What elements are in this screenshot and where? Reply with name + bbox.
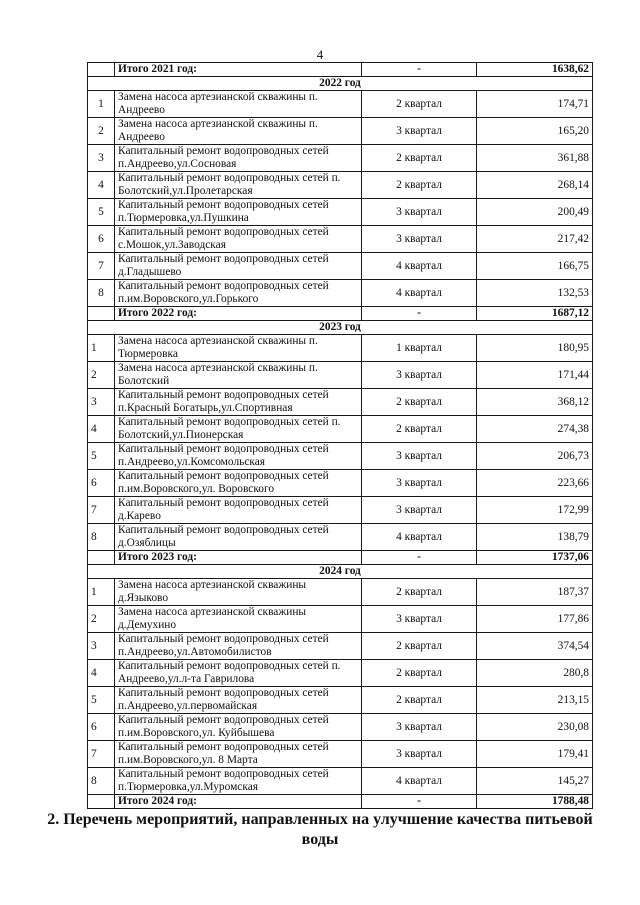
total-label: Итого 2024 год: bbox=[115, 795, 362, 809]
table-row bbox=[88, 497, 593, 524]
total-sum: 1737,06 bbox=[477, 551, 593, 565]
table-row bbox=[88, 280, 593, 307]
item-name: Капитальный ремонт водопроводных сетей п.Андреево,ул.Комсомольская bbox=[115, 443, 362, 470]
item-quarter: 4 квартал bbox=[362, 768, 477, 795]
total-quarter: - bbox=[362, 795, 477, 809]
table-row bbox=[88, 145, 593, 172]
item-quarter: 3 квартал bbox=[362, 362, 477, 389]
item-number: 5 bbox=[88, 687, 115, 714]
item-sum: 280,8 bbox=[477, 660, 593, 687]
total-quarter: - bbox=[362, 63, 477, 77]
item-quarter: 2 квартал bbox=[362, 172, 477, 199]
total-quarter: - bbox=[362, 307, 477, 321]
table-row bbox=[88, 660, 593, 687]
works-table bbox=[87, 62, 593, 809]
total-label: Итого 2021 год: bbox=[115, 63, 362, 77]
total-sum: 1638,62 bbox=[477, 63, 593, 77]
item-quarter: 2 квартал bbox=[362, 660, 477, 687]
item-sum: 200,49 bbox=[477, 199, 593, 226]
year-header-row bbox=[88, 77, 593, 91]
item-quarter: 3 квартал bbox=[362, 443, 477, 470]
item-quarter: 3 квартал bbox=[362, 606, 477, 633]
item-name: Замена насоса артезианской скважины д.Демухино bbox=[115, 606, 362, 633]
item-number: 7 bbox=[88, 253, 115, 280]
item-sum: 171,44 bbox=[477, 362, 593, 389]
item-number: 5 bbox=[88, 443, 115, 470]
item-name: Капитальный ремонт водопроводных сетей п.Андреево,ул.Автомобилистов bbox=[115, 633, 362, 660]
item-number: 4 bbox=[88, 172, 115, 199]
item-sum: 206,73 bbox=[477, 443, 593, 470]
page-number: 4 bbox=[316, 47, 324, 62]
item-quarter: 2 квартал bbox=[362, 91, 477, 118]
item-quarter: 4 квартал bbox=[362, 253, 477, 280]
item-quarter: 2 квартал bbox=[362, 416, 477, 443]
item-number: 2 bbox=[88, 362, 115, 389]
total-num-cell bbox=[88, 795, 115, 809]
item-quarter: 3 квартал bbox=[362, 741, 477, 768]
total-num-cell bbox=[88, 307, 115, 321]
table-row bbox=[88, 524, 593, 551]
table-row bbox=[88, 687, 593, 714]
total-label: Итого 2023 год: bbox=[115, 551, 362, 565]
item-sum: 217,42 bbox=[477, 226, 593, 253]
table-row bbox=[88, 199, 593, 226]
item-name: Капитальный ремонт водопроводных сетей д.Гладышево bbox=[115, 253, 362, 280]
item-name: Капитальный ремонт водопроводных сетей п.Тюрмеровка,ул.Муромская bbox=[115, 768, 362, 795]
item-quarter: 3 квартал bbox=[362, 714, 477, 741]
item-number: 3 bbox=[88, 389, 115, 416]
item-sum: 368,12 bbox=[477, 389, 593, 416]
item-quarter: 4 квартал bbox=[362, 524, 477, 551]
table-row bbox=[88, 362, 593, 389]
table-row bbox=[88, 633, 593, 660]
item-number: 6 bbox=[88, 714, 115, 741]
table-row bbox=[88, 389, 593, 416]
item-number: 7 bbox=[88, 497, 115, 524]
year-total-row bbox=[88, 795, 593, 809]
table-row bbox=[88, 606, 593, 633]
item-sum: 230,08 bbox=[477, 714, 593, 741]
table-row bbox=[88, 714, 593, 741]
table-row bbox=[88, 443, 593, 470]
item-quarter: 2 квартал bbox=[362, 687, 477, 714]
item-quarter: 2 квартал bbox=[362, 633, 477, 660]
total-num-cell bbox=[88, 63, 115, 77]
year-header-row bbox=[88, 321, 593, 335]
item-name: Капитальный ремонт водопроводных сетей п.им.Воровского,ул. 8 Марта bbox=[115, 741, 362, 768]
table-row bbox=[88, 416, 593, 443]
year-total-row bbox=[88, 307, 593, 321]
item-sum: 174,71 bbox=[477, 91, 593, 118]
item-quarter: 3 квартал bbox=[362, 497, 477, 524]
item-sum: 132,53 bbox=[477, 280, 593, 307]
table-row bbox=[88, 335, 593, 362]
item-number: 8 bbox=[88, 280, 115, 307]
table-row bbox=[88, 91, 593, 118]
item-number: 6 bbox=[88, 226, 115, 253]
item-sum: 180,95 bbox=[477, 335, 593, 362]
item-name: Капитальный ремонт водопроводных сетей п.Андреево,ул.первомайская bbox=[115, 687, 362, 714]
table-row bbox=[88, 226, 593, 253]
item-quarter: 1 квартал bbox=[362, 335, 477, 362]
item-number: 8 bbox=[88, 768, 115, 795]
item-sum: 274,38 bbox=[477, 416, 593, 443]
total-label: Итого 2022 год: bbox=[115, 307, 362, 321]
item-number: 2 bbox=[88, 606, 115, 633]
item-sum: 374,54 bbox=[477, 633, 593, 660]
table-row bbox=[88, 579, 593, 606]
year-total-row bbox=[88, 551, 593, 565]
item-name: Капитальный ремонт водопроводных сетей д.Карево bbox=[115, 497, 362, 524]
table-row bbox=[88, 118, 593, 145]
item-number: 4 bbox=[88, 660, 115, 687]
item-quarter: 3 квартал bbox=[362, 470, 477, 497]
table-row bbox=[88, 768, 593, 795]
item-name: Капитальный ремонт водопроводных сетей п. Болотский,ул.Пионерская bbox=[115, 416, 362, 443]
item-name: Капитальный ремонт водопроводных сетей п.Красный Богатырь,ул.Спортивная bbox=[115, 389, 362, 416]
item-quarter: 3 квартал bbox=[362, 199, 477, 226]
item-quarter: 2 квартал bbox=[362, 389, 477, 416]
item-quarter: 3 квартал bbox=[362, 226, 477, 253]
item-sum: 172,99 bbox=[477, 497, 593, 524]
item-number: 8 bbox=[88, 524, 115, 551]
item-quarter: 3 квартал bbox=[362, 118, 477, 145]
item-sum: 268,14 bbox=[477, 172, 593, 199]
item-number: 1 bbox=[88, 335, 115, 362]
year-heading: 2023 год bbox=[88, 321, 593, 335]
item-number: 2 bbox=[88, 118, 115, 145]
item-sum: 165,20 bbox=[477, 118, 593, 145]
item-sum: 166,75 bbox=[477, 253, 593, 280]
item-number: 6 bbox=[88, 470, 115, 497]
item-name: Замена насоса артезианской скважины п. Болотский bbox=[115, 362, 362, 389]
section-title: 2. Перечень мероприятий, направленных на улучшение качества питьевой воды bbox=[47, 811, 593, 848]
year-heading: 2024 год bbox=[88, 565, 593, 579]
item-name: Капитальный ремонт водопроводных сетей с.Мошок,ул.Заводская bbox=[115, 226, 362, 253]
item-name: Капитальный ремонт водопроводных сетей п.Тюрмеровка,ул.Пушкина bbox=[115, 199, 362, 226]
item-name: Замена насоса артезианской скважины п. Андреево bbox=[115, 91, 362, 118]
item-sum: 179,41 bbox=[477, 741, 593, 768]
item-number: 1 bbox=[88, 579, 115, 606]
item-sum: 145,27 bbox=[477, 768, 593, 795]
item-name: Капитальный ремонт водопроводных сетей п.им.Воровского,ул. Воровского bbox=[115, 470, 362, 497]
item-sum: 213,15 bbox=[477, 687, 593, 714]
works-table-body bbox=[88, 63, 593, 809]
total-row-2021 bbox=[88, 63, 593, 77]
item-number: 5 bbox=[88, 199, 115, 226]
table-row bbox=[88, 253, 593, 280]
item-name: Замена насоса артезианской скважины п. Андреево bbox=[115, 118, 362, 145]
total-num-cell bbox=[88, 551, 115, 565]
table-row bbox=[88, 172, 593, 199]
item-number: 3 bbox=[88, 145, 115, 172]
year-heading: 2022 год bbox=[88, 77, 593, 91]
item-sum: 361,88 bbox=[477, 145, 593, 172]
item-number: 7 bbox=[88, 741, 115, 768]
item-number: 4 bbox=[88, 416, 115, 443]
item-name: Замена насоса артезианской скважины д.Языково bbox=[115, 579, 362, 606]
item-name: Капитальный ремонт водопроводных сетей п.им.Воровского,ул. Куйбышева bbox=[115, 714, 362, 741]
item-sum: 187,37 bbox=[477, 579, 593, 606]
item-name: Капитальный ремонт водопроводных сетей д.Озяблицы bbox=[115, 524, 362, 551]
item-sum: 177,86 bbox=[477, 606, 593, 633]
table-row bbox=[88, 741, 593, 768]
item-name: Капитальный ремонт водопроводных сетей п.им.Воровского,ул.Горького bbox=[115, 280, 362, 307]
item-quarter: 2 квартал bbox=[362, 579, 477, 606]
item-number: 3 bbox=[88, 633, 115, 660]
item-name: Замена насоса артезианской скважины п. Тюрмеровка bbox=[115, 335, 362, 362]
item-sum: 223,66 bbox=[477, 470, 593, 497]
item-quarter: 2 квартал bbox=[362, 145, 477, 172]
item-name: Капитальный ремонт водопроводных сетей п. Андреево,ул.л-та Гаврилова bbox=[115, 660, 362, 687]
item-name: Капитальный ремонт водопроводных сетей п. Болотский,ул.Пролетарская bbox=[115, 172, 362, 199]
item-number: 1 bbox=[88, 91, 115, 118]
total-sum: 1788,48 bbox=[477, 795, 593, 809]
item-name: Капитальный ремонт водопроводных сетей п.Андреево,ул.Сосновая bbox=[115, 145, 362, 172]
total-quarter: - bbox=[362, 551, 477, 565]
year-header-row bbox=[88, 565, 593, 579]
table-row bbox=[88, 470, 593, 497]
total-sum: 1687,12 bbox=[477, 307, 593, 321]
item-quarter: 4 квартал bbox=[362, 280, 477, 307]
item-sum: 138,79 bbox=[477, 524, 593, 551]
